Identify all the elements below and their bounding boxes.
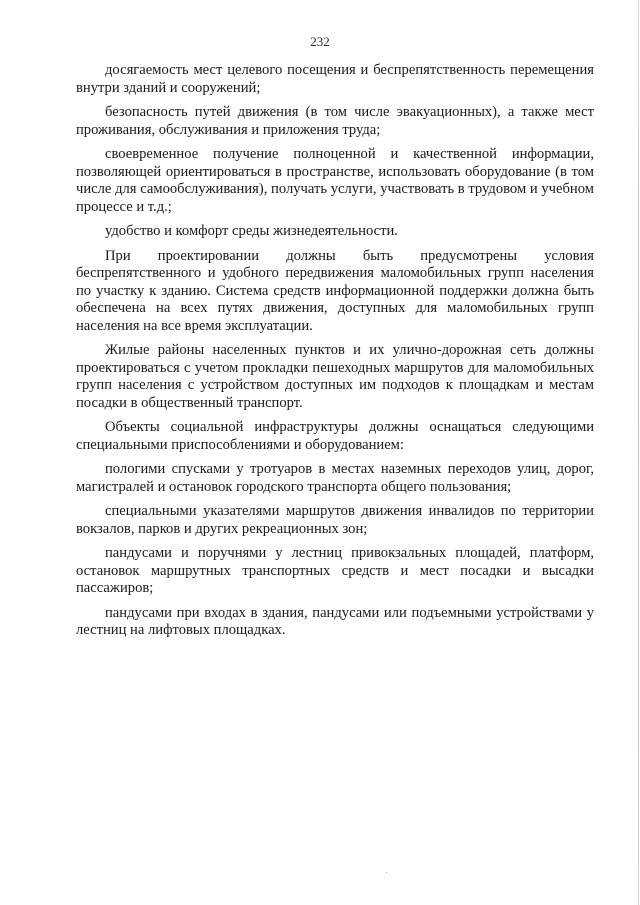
paragraph-entrance-ramps: пандусами при входах в здания, пандусами или подъемными устройствами у лестниц на лифтовых площадках. xyxy=(76,604,594,638)
paragraph-residential-areas: Жилые районы населенных пунктов и их улично-дорожная сеть должны проектироваться с учетом прокладки пешеходных маршрутов для маломобильных групп населения с устройством доступных им подходов к площадкам и местам посадки в общественный транспорт. xyxy=(76,342,594,411)
paragraph-comfort: удобство и комфорт среды жизнедеятельности. xyxy=(105,223,398,239)
paragraph-safety: безопасность путей движения (в том числе эвакуационных), а также мест проживания, обслуживания и приложения труда; xyxy=(76,104,594,138)
paragraph-curb-ramps: пологими спусками у тротуаров в местах наземных переходов улиц, дорог, магистралей и остановок городского транспорта общего пользования; xyxy=(76,461,594,495)
page-number: 232 xyxy=(310,34,330,49)
paragraph-design-conditions: При проектировании должны быть предусмотрены условия беспрепятственного и удобного передвижения маломобильных групп населения по участку к зданию. Система средств информационной поддержки должна быть обеспечена на всех путях движения, доступных для маломобильных групп населения на все время эксплуатации. xyxy=(76,247,594,334)
paragraph-accessibility: досягаемость мест целевого посещения и беспрепятственность перемещения внутри зданий и сооружений; xyxy=(76,62,594,96)
document-body xyxy=(76,62,594,647)
scan-speck xyxy=(386,872,387,873)
paragraph-information: своевременное получение полноценной и качественной информации, позволяющей ориентироваться в пространстве, использовать оборудование (в том числе для самообслуживания), получать услуги, участвовать в трудовом и учебном процессе и т.д.; xyxy=(76,146,594,215)
paragraph-route-signs: специальными указателями маршрутов движения инвалидов по территории вокзалов, парков и других рекреационных зон; xyxy=(76,503,594,537)
paragraph-ramps-handrails: пандусами и поручнями у лестниц привокзальных площадей, платформ, остановок маршрутных транспортных средств и мест посадки и высадки пассажиров; xyxy=(76,545,594,596)
paragraph-social-infrastructure: Объекты социальной инфраструктуры должны оснащаться следующими специальными приспособлениями и оборудованием: xyxy=(76,419,594,453)
scan-edge-line xyxy=(638,0,639,905)
